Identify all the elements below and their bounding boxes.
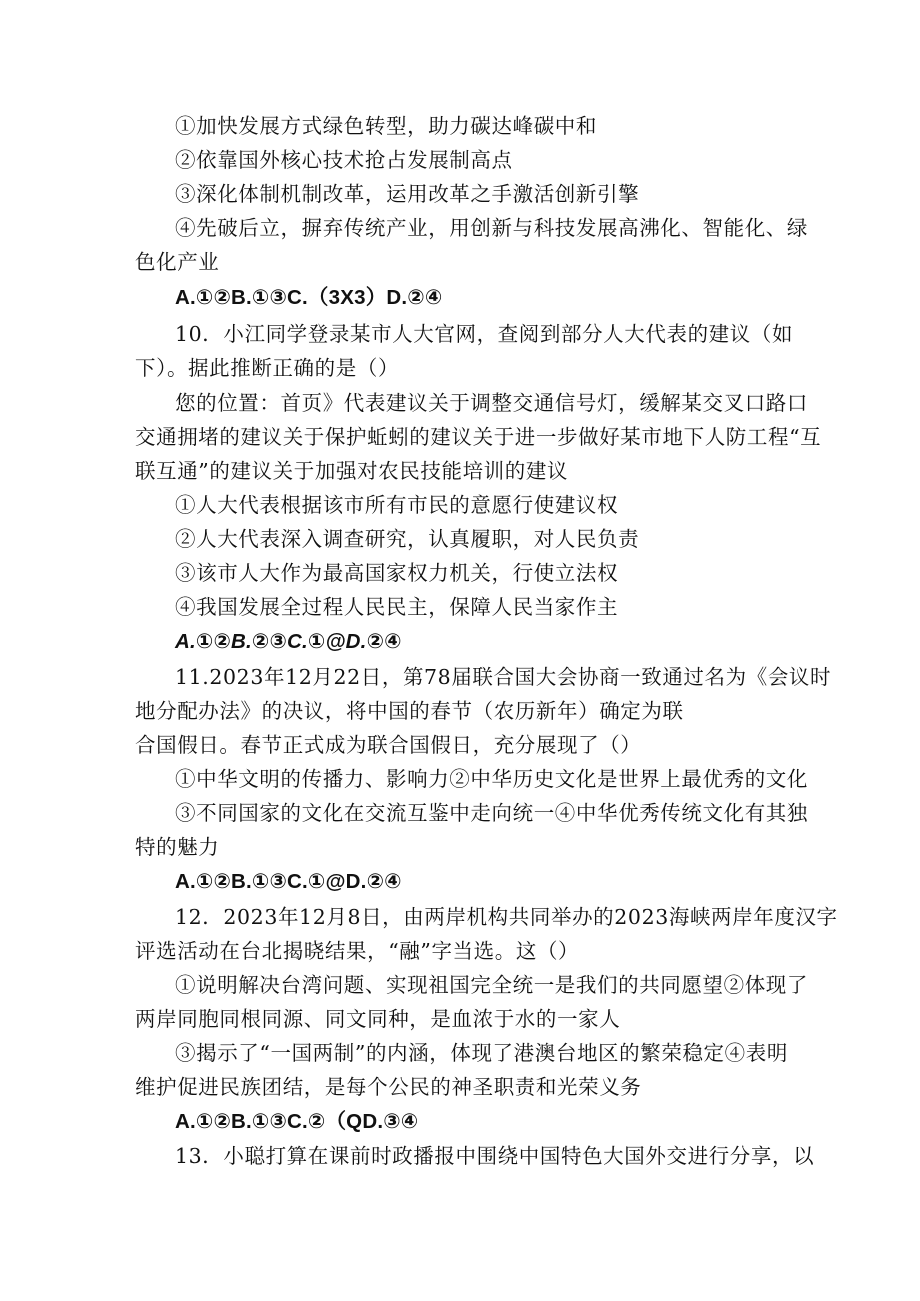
question-11-stem-continued: 合国假日。春节正式成为联合国假日，充分展现了（） <box>135 733 642 757</box>
option-line: ③揭示了“一国两制”的内涵，体现了港澳台地区的繁荣稳定④表明 <box>175 1041 788 1065</box>
option-line-continued: 两岸同胞同根同源、同文同种，是血浓于水的一家人 <box>135 1007 621 1031</box>
question-10-stem-continued: 下）。据此推断正确的是（） <box>135 356 400 380</box>
question-12-stem: 12．2023年12月8日，由两岸机构共同举办的2023海峡两岸年度汉字 <box>175 905 838 929</box>
option-line: ②人大代表深入调查研究，认真履职，对人民负责 <box>175 527 640 551</box>
question-10-material: 您的位置：首页》代表建议关于调整交通信号灯，缓解某交叉口路口 <box>175 391 808 415</box>
option-line-continued: 特的魅力 <box>135 835 220 859</box>
option-line: ③该市人大作为最高国家权力机关，行使立法权 <box>175 561 619 585</box>
option-line: ②依靠国外核心技术抢占发展制高点 <box>175 148 513 172</box>
answer-choices: A.①②B.①③C.②（QD.③④ <box>175 1110 419 1133</box>
option-line: ①说明解决台湾问题、实现祖国完全统一是我们的共同愿望②体现了 <box>175 973 808 997</box>
option-line: ①加快发展方式绿色转型，助力碳达峰碳中和 <box>175 114 597 138</box>
question-11-stem: 11.2023年12月22日，第78届联合国大会协商一致通过名为《会议时 <box>175 665 832 689</box>
answer-choices: A.①②B.②③C.①@D.②④ <box>175 630 402 653</box>
question-10-material-continued: 联互通”的建议关于加强对农民技能培训的建议 <box>135 459 569 483</box>
question-13-stem: 13．小聪打算在课前时政播报中围绕中国特色大国外交进行分享，以 <box>175 1144 815 1168</box>
option-line: ③不同国家的文化在交流互鉴中走向统一④中华优秀传统文化有其独 <box>175 801 808 825</box>
question-10-stem: 10．小江同学登录某市人大官网，查阅到部分人大代表的建议（如 <box>175 322 794 346</box>
option-line-continued: 色化产业 <box>135 250 220 274</box>
option-line: ④先破后立，摒弃传统产业，用创新与科技发展高沸化、智能化、绿 <box>175 216 808 240</box>
option-line: ①中华文明的传播力、影响力②中华历史文化是世界上最优秀的文化 <box>175 767 808 791</box>
question-11-stem-continued: 地分配办法》的决议，将中国的春节（农历新年）确定为联 <box>135 699 684 723</box>
option-line: ④我国发展全过程人民民主，保障人民当家作主 <box>175 595 619 619</box>
option-line: ①人大代表根据该市所有市民的意愿行使建议权 <box>175 493 619 517</box>
answer-choices: A.①②B.①③C.①@D.②④ <box>175 870 402 893</box>
option-line: ③深化体制机制改革，运用改革之手激活创新引擎 <box>175 182 640 206</box>
question-10-material-continued: 交通拥堵的建议关于保护蚯蚓的建议关于进一步做好某市地下人防工程“互 <box>135 425 822 449</box>
answer-choices: A.①②B.①③C.（3X3）D.②④ <box>175 286 443 309</box>
question-12-stem-continued: 评选活动在台北揭晓结果，“融”字当选。这（） <box>135 939 580 963</box>
option-line-continued: 维护促进民族团结，是每个公民的神圣职责和光荣义务 <box>135 1075 642 1099</box>
